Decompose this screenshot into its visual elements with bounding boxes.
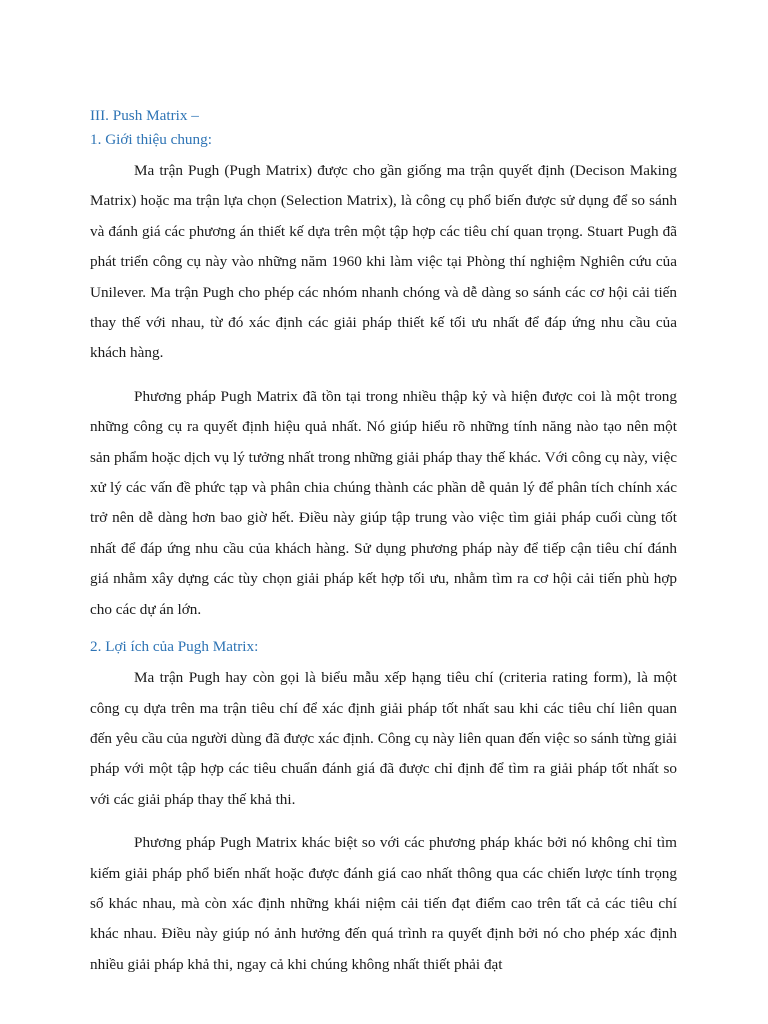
document-page (90, 104, 677, 980)
paragraph-benefits-2: Phương pháp Pugh Matrix khác biệt so với các phương pháp khác bởi nó không chỉ tìm kiếm giải pháp phổ biến nhất hoặc được đánh giá cao nhất thông qua các chiến lược tính trọng số khác nhau, mà còn xác định những khái niệm cải tiến đạt điểm cao trên tất cả các tiêu chí khác nhau. Điều này giúp nó ảnh hưởng đến quá trình ra quyết định bởi nó cho phép xác định nhiều giải pháp khả thi, ngay cả khi chúng không nhất thiết phải đạt (90, 834, 677, 973)
paragraph-intro-1: Ma trận Pugh (Pugh Matrix) được cho gần giống ma trận quyết định (Decison Making Matrix) hoặc ma trận lựa chọn (Selection Matrix), là công cụ phổ biến được sử dụng để so sánh và đánh giá các phương án thiết kế dựa trên một tập hợp các tiêu chí quan trọng. Stuart Pugh đã phát triển công cụ này vào những năm 1960 khi làm việc tại Phòng thí nghiệm Nghiên cứu của Unilever. Ma trận Pugh cho phép các nhóm nhanh chóng và dễ dàng so sánh các cơ hội cải tiến thay thế với nhau, từ đó xác định các giải pháp thiết kế tối ưu nhất để đáp ứng nhu cầu của khách hàng. (90, 162, 677, 362)
section-title: III. Push Matrix – (90, 107, 199, 124)
subsection-title-benefits: 2. Lợi ích của Pugh Matrix: (90, 638, 259, 656)
paragraph-benefits-1: Ma trận Pugh hay còn gọi là biểu mẫu xếp hạng tiêu chí (criteria rating form), là một công cụ dựa trên ma trận tiêu chí để xác định giải pháp tốt nhất sau khi các tiêu chí liên quan đến yêu cầu của người dùng đã được xác định. Công cụ này liên quan đến việc so sánh từng giải pháp với một tập hợp các tiêu chuẩn đánh giá đã được chỉ định để tìm ra giải pháp tốt nhất so với các giải pháp thay thế khả thi. (90, 669, 677, 808)
paragraph-intro-2: Phương pháp Pugh Matrix đã tồn tại trong nhiều thập kỷ và hiện được coi là một trong những công cụ ra quyết định hiệu quả nhất. Nó giúp hiểu rõ những tính năng nào tạo nên một sản phẩm hoặc dịch vụ lý tưởng nhất trong những giải pháp thay thế khác. Với công cụ này, việc xử lý các vấn đề phức tạp và phân chia chúng thành các phần dễ quản lý để phân tích chính xác trở nên dễ dàng hơn bao giờ hết. Điều này giúp tập trung vào việc tìm giải pháp cuối cùng tốt nhất để đáp ứng nhu cầu của khách hàng. Sử dụng phương pháp này để tiếp cận tiêu chí đánh giá nhằm xây dựng các tùy chọn giải pháp kết hợp tối ưu, nhằm tìm ra cơ hội cải tiến phù hợp cho các dự án lớn. (90, 387, 677, 618)
subsection-title-intro: 1. Giới thiệu chung: (90, 131, 212, 148)
